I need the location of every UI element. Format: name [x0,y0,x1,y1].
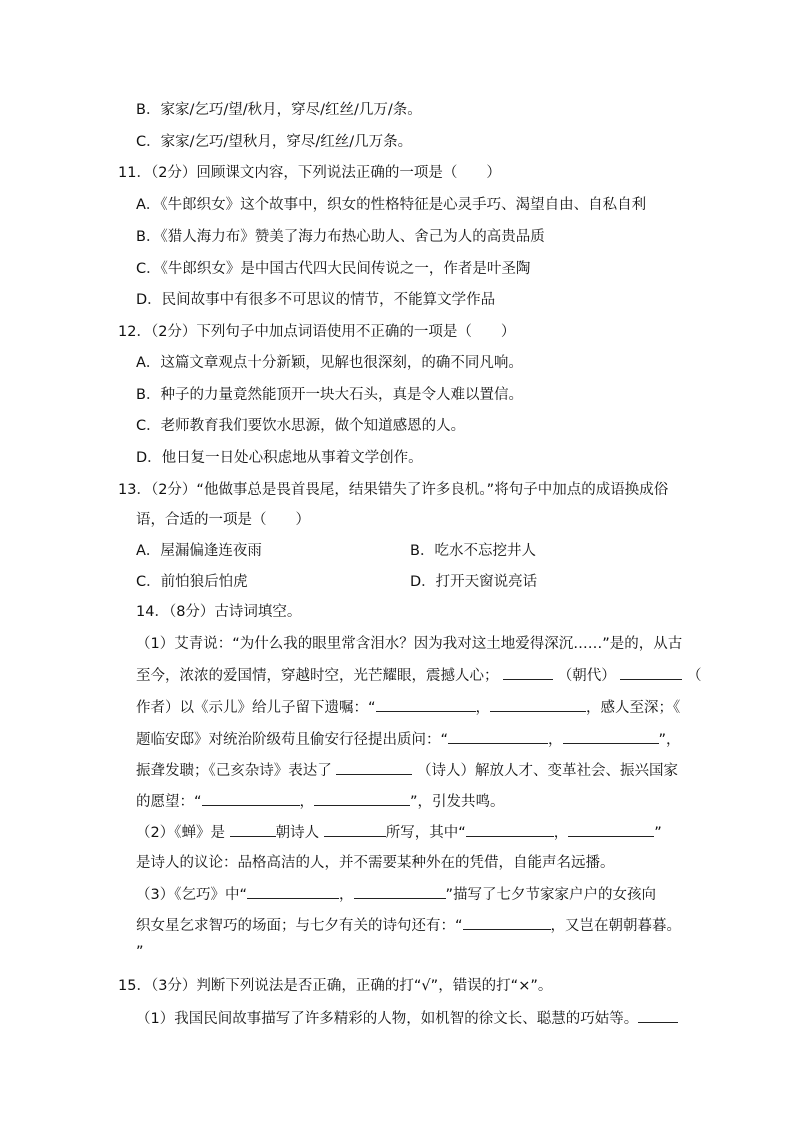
q14-part1-text: 题临安邸》对统治阶级苟且偷安行径提出质问：“ [136,732,449,748]
q14-part3-text: ”描写了七夕节家家户户的女孩向 [445,887,657,903]
q12-stem: 12．（2分）下列句子中加点词语使用不正确的一项是（ ） [118,324,516,340]
q10-option-b: B．家家/乞巧/望/秋月，穿尽/红丝/几万/条。 [136,102,422,118]
q14-part1-line6 [136,791,505,812]
q14-part2-line2: 是诗人的议论：品格高洁的人，并不需要某种外在的凭借，自能声名远播。 [136,855,615,871]
answer-blank[interactable] [314,791,410,806]
q14-part2-text: ” [654,825,662,841]
q14-part2-text: ， [553,825,569,841]
q14-part1-line2 [136,665,701,686]
q14-part2-text: 朝诗人 [275,825,320,841]
q14-part3-text: ，又岂在朝朝暮暮。 [550,918,682,934]
q14-part2-text: （2）《蝉》是 [136,825,225,841]
q14-part1-text: ”，引发共鸣。 [410,794,505,810]
q11-stem: 11．（2分）回顾课文内容，下列说法正确的一项是（ ） [118,165,501,181]
answer-blank[interactable] [202,791,300,806]
q14-part2-text: 所写，其中“ [385,825,466,841]
q14-part1-text: 振聋发聩；《己亥杂诗》表达了 [136,763,332,779]
q14-part2-line1 [136,822,662,843]
q13-stem-line2: 语，合适的一项是（ ） [136,512,310,528]
q12-option-b: B．种子的力量竟然能顶开一块大石头，真是令人难以置信。 [136,387,523,403]
q14-part1-line5 [136,760,678,781]
answer-blank[interactable] [247,884,339,899]
q14-part3-line1 [136,884,656,905]
q11-option-d: D．民间故事中有很多不可思议的情节，不能算文学作品 [136,292,496,308]
q12-option-c: C．老师教育我们要饮水思源，做个知道感恩的人。 [136,418,466,434]
q15-part1 [136,1008,678,1029]
q14-part1-text: （ [686,668,702,684]
q14-part1-text: 作者）以《示儿》给儿子留下遗嘱：“ [136,700,376,716]
q14-part3-text: ， [339,887,354,903]
q14-part1-text: ，感人至深；《 [586,700,681,716]
q12-option-d: D．他日复一日处心积虑地从事着文学创作。 [136,450,423,466]
answer-blank[interactable] [563,729,659,744]
answer-blank[interactable] [354,884,446,899]
q13-option-a: A．屋漏偏逢连夜雨 [136,543,262,559]
answer-blank[interactable] [463,915,551,930]
q14-part1-text: ， [548,732,563,748]
answer-blank[interactable] [466,822,554,837]
answer-blank[interactable] [503,665,553,680]
q12-option-a: A．这篇文章观点十分新颖，见解也很深刻，的确不同凡响。 [136,355,523,371]
answer-blank[interactable] [230,822,276,837]
answer-blank[interactable] [620,665,682,680]
q15-part1-text: （1）我国民间故事描写了许多精彩的人物，如机智的徐文长、聪慧的巧姑等。 [136,1011,639,1027]
q14-part3-line3: ” [136,944,144,960]
q14-part1-text: ， [299,794,315,810]
answer-blank[interactable] [336,760,412,775]
q13-stem-line1: 13．（2分）“他做事总是畏首畏尾，结果错失了许多良机。”将句子中加点的成语换成俗 [118,482,669,498]
q14-part1-text: 的愿望：“ [136,794,202,810]
q14-part1-line3 [136,697,680,718]
q11-option-b: B．《猎人海力布》赞美了海力布热心助人、舍己为人的高贵品质 [136,229,545,245]
q14-stem: 14．（8分）古诗词填空。 [136,604,302,620]
q10-option-c: C．家家/乞巧/望秋月，穿尽/红丝/几万条。 [136,134,413,150]
q14-part3-line2 [136,915,681,936]
q14-part1-line4 [136,729,681,750]
q14-part1-text: ”， [658,732,681,748]
q14-part3-text: 织女星乞求智巧的场面；与七夕有关的诗句还有：“ [136,918,463,934]
q14-part1-line1: （1）艾青说：“为什么我的眼里常含泪水？因为我对这土地爱得深沉……”是的，从古 [136,636,683,652]
q13-option-b: B．吃水不忘挖井人 [410,543,536,559]
q14-part1-text: 至今，浓浓的爱国情，穿越时空，光芒耀眼，震撼人心； [136,668,499,684]
answer-blank[interactable] [568,822,654,837]
answer-blank[interactable] [638,1008,678,1023]
q14-part3-text: （3）《乞巧》中“ [136,887,247,903]
q13-option-c: C．前怕狼后怕虎 [136,574,248,590]
q14-part1-text: （朝代） [557,668,616,684]
q11-option-a: A．《牛郎织女》这个故事中，织女的性格特征是心灵手巧、渴望自由、自私自利 [136,197,647,213]
q15-stem: 15．（3分）判断下列说法是否正确，正确的打“√”，错误的打“×”。 [118,978,553,994]
answer-blank[interactable] [324,822,386,837]
q13-option-d: D．打开天窗说亮话 [410,574,538,590]
answer-blank[interactable] [448,729,548,744]
answer-blank[interactable] [490,697,586,712]
q14-part1-text: ， [475,700,491,716]
q11-option-c: C．《牛郎织女》是中国古代四大民间传说之一，作者是叶圣陶 [136,261,531,277]
answer-blank[interactable] [376,697,476,712]
q14-part1-text: （诗人）解放人才、变革社会、振兴国家 [416,763,678,779]
